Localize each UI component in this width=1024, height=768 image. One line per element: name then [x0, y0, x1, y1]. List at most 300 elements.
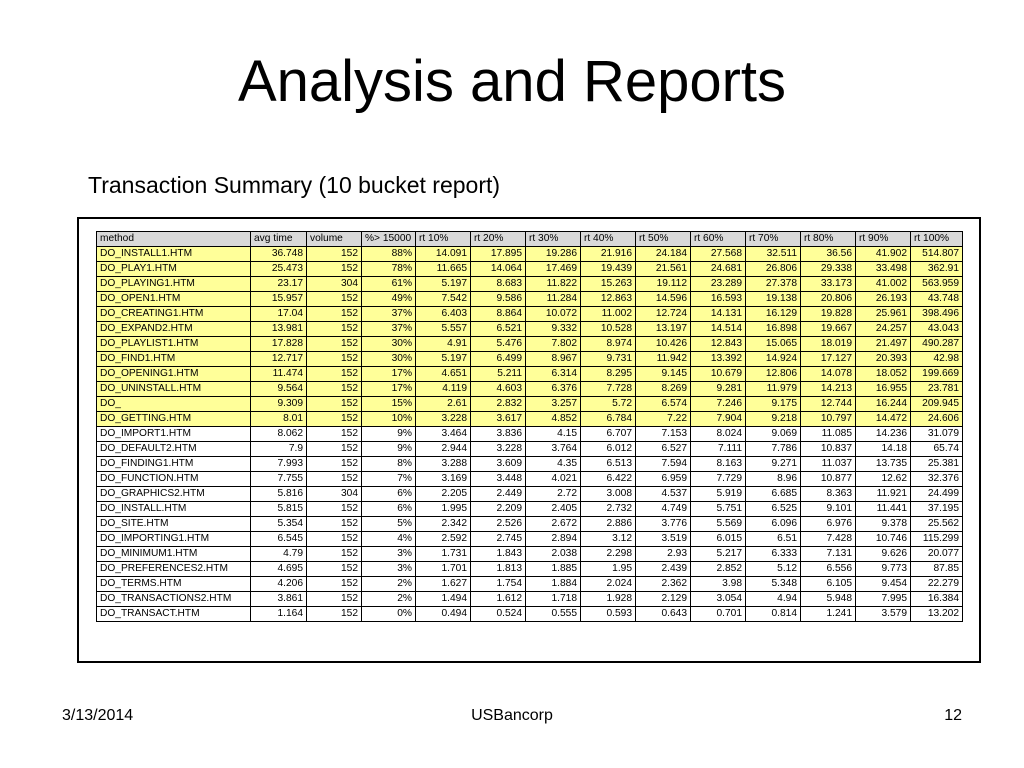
method-cell: DO_CREATING1.HTM [97, 307, 251, 322]
value-cell: 4.91 [416, 337, 471, 352]
method-cell: DO_PLAYING1.HTM [97, 277, 251, 292]
value-cell: 0.524 [471, 607, 526, 622]
value-cell: 16.384 [911, 592, 963, 607]
value-cell: 0.555 [526, 607, 581, 622]
column-header: %> 15000 [362, 232, 416, 247]
value-cell: 152 [307, 397, 362, 412]
method-cell: DO_OPEN1.HTM [97, 292, 251, 307]
value-cell: 32.376 [911, 472, 963, 487]
value-cell: 10.837 [801, 442, 856, 457]
table-row [97, 502, 963, 517]
value-cell: 36.748 [251, 247, 307, 262]
value-cell: 9.069 [746, 427, 801, 442]
column-header: rt 20% [471, 232, 526, 247]
method-cell: DO_PREFERENCES2.HTM [97, 562, 251, 577]
value-cell: 17.828 [251, 337, 307, 352]
value-cell: 3.836 [471, 427, 526, 442]
value-cell: 4.35 [526, 457, 581, 472]
value-cell: 9.309 [251, 397, 307, 412]
value-cell: 2.038 [526, 547, 581, 562]
method-cell: DO_PLAY1.HTM [97, 262, 251, 277]
value-cell: 0.643 [636, 607, 691, 622]
value-cell: 152 [307, 502, 362, 517]
value-cell: 6.685 [746, 487, 801, 502]
value-cell: 3.98 [691, 577, 746, 592]
value-cell: 6.574 [636, 397, 691, 412]
value-cell: 7.802 [526, 337, 581, 352]
value-cell: 14.472 [856, 412, 911, 427]
value-cell: 4% [362, 532, 416, 547]
value-cell: 7.22 [636, 412, 691, 427]
value-cell: 4.695 [251, 562, 307, 577]
transaction-summary-table [96, 231, 963, 622]
value-cell: 8.683 [471, 277, 526, 292]
value-cell: 15% [362, 397, 416, 412]
value-cell: 16.898 [746, 322, 801, 337]
value-cell: 25.381 [911, 457, 963, 472]
value-cell: 8.974 [581, 337, 636, 352]
value-cell: 4.79 [251, 547, 307, 562]
value-cell: 24.499 [911, 487, 963, 502]
method-cell: DO_FINDING1.HTM [97, 457, 251, 472]
value-cell: 27.568 [691, 247, 746, 262]
value-cell: 152 [307, 292, 362, 307]
value-cell: 65.74 [911, 442, 963, 457]
value-cell: 4.537 [636, 487, 691, 502]
value-cell: 3.579 [856, 607, 911, 622]
table-caption: Transaction Summary (10 bucket report) [88, 172, 501, 198]
table-header-row [97, 232, 963, 247]
value-cell: 13.981 [251, 322, 307, 337]
value-cell: 8.024 [691, 427, 746, 442]
value-cell: 8.967 [526, 352, 581, 367]
method-cell: DO_FUNCTION.HTM [97, 472, 251, 487]
value-cell: 11.979 [746, 382, 801, 397]
value-cell: 152 [307, 592, 362, 607]
value-cell: 0% [362, 607, 416, 622]
value-cell: 5.569 [691, 517, 746, 532]
value-cell: 152 [307, 457, 362, 472]
table-row [97, 427, 963, 442]
table-row [97, 337, 963, 352]
value-cell: 7.728 [581, 382, 636, 397]
value-cell: 9.175 [746, 397, 801, 412]
value-cell: 5.12 [746, 562, 801, 577]
table-row [97, 247, 963, 262]
value-cell: 0.701 [691, 607, 746, 622]
value-cell: 3.12 [581, 532, 636, 547]
value-cell: 304 [307, 277, 362, 292]
report-table-frame [77, 217, 981, 663]
slide-number: 12 [944, 707, 962, 724]
value-cell: 37.195 [911, 502, 963, 517]
value-cell: 9% [362, 427, 416, 442]
table-row [97, 442, 963, 457]
value-cell: 5.197 [416, 352, 471, 367]
value-cell: 30% [362, 352, 416, 367]
method-cell: DO_SITE.HTM [97, 517, 251, 532]
table-row [97, 367, 963, 382]
value-cell: 17% [362, 367, 416, 382]
value-cell: 2.894 [526, 532, 581, 547]
value-cell: 5% [362, 517, 416, 532]
value-cell: 11.921 [856, 487, 911, 502]
value-cell: 49% [362, 292, 416, 307]
value-cell: 3.609 [471, 457, 526, 472]
value-cell: 152 [307, 352, 362, 367]
value-cell: 0.494 [416, 607, 471, 622]
value-cell: 9% [362, 442, 416, 457]
value-cell: 1.885 [526, 562, 581, 577]
value-cell: 14.213 [801, 382, 856, 397]
table-row [97, 277, 963, 292]
value-cell: 6.015 [691, 532, 746, 547]
table-row [97, 262, 963, 277]
value-cell: 24.681 [691, 262, 746, 277]
value-cell: 5.948 [801, 592, 856, 607]
value-cell: 152 [307, 367, 362, 382]
value-cell: 11.037 [801, 457, 856, 472]
value-cell: 398.496 [911, 307, 963, 322]
value-cell: 2.405 [526, 502, 581, 517]
method-cell: DO_TERMS.HTM [97, 577, 251, 592]
value-cell: 18.019 [801, 337, 856, 352]
value-cell: 5.919 [691, 487, 746, 502]
value-cell: 3.776 [636, 517, 691, 532]
value-cell: 152 [307, 247, 362, 262]
value-cell: 6.976 [801, 517, 856, 532]
column-header: rt 60% [691, 232, 746, 247]
value-cell: 12.863 [581, 292, 636, 307]
value-cell: 2.944 [416, 442, 471, 457]
value-cell: 6.422 [581, 472, 636, 487]
value-cell: 19.112 [636, 277, 691, 292]
table-row [97, 472, 963, 487]
table-row [97, 322, 963, 337]
column-header: method [97, 232, 251, 247]
value-cell: 9.145 [636, 367, 691, 382]
footer-organization: USBancorp [471, 707, 553, 724]
value-cell: 3.288 [416, 457, 471, 472]
method-cell: DO_FIND1.HTM [97, 352, 251, 367]
table-row [97, 532, 963, 547]
value-cell: 2.362 [636, 577, 691, 592]
value-cell: 20.393 [856, 352, 911, 367]
value-cell: 7.995 [856, 592, 911, 607]
value-cell: 25.473 [251, 262, 307, 277]
value-cell: 22.279 [911, 577, 963, 592]
value-cell: 14.078 [801, 367, 856, 382]
value-cell: 5.476 [471, 337, 526, 352]
value-cell: 41.902 [856, 247, 911, 262]
value-cell: 152 [307, 532, 362, 547]
value-cell: 8.062 [251, 427, 307, 442]
table-row [97, 487, 963, 502]
value-cell: 1.612 [471, 592, 526, 607]
value-cell: 5.751 [691, 502, 746, 517]
value-cell: 152 [307, 307, 362, 322]
table-row [97, 382, 963, 397]
value-cell: 12.744 [801, 397, 856, 412]
value-cell: 9.731 [581, 352, 636, 367]
value-cell: 3.764 [526, 442, 581, 457]
value-cell: 21.916 [581, 247, 636, 262]
column-header: rt 30% [526, 232, 581, 247]
value-cell: 152 [307, 562, 362, 577]
value-cell: 6.525 [746, 502, 801, 517]
value-cell: 21.561 [636, 262, 691, 277]
value-cell: 4.94 [746, 592, 801, 607]
method-cell: DO_GRAPHICS2.HTM [97, 487, 251, 502]
value-cell: 2.449 [471, 487, 526, 502]
value-cell: 10.679 [691, 367, 746, 382]
column-header: volume [307, 232, 362, 247]
value-cell: 12.717 [251, 352, 307, 367]
table-row [97, 292, 963, 307]
value-cell: 9.626 [856, 547, 911, 562]
value-cell: 20.806 [801, 292, 856, 307]
value-cell: 3.257 [526, 397, 581, 412]
value-cell: 19.828 [801, 307, 856, 322]
value-cell: 10.072 [526, 307, 581, 322]
value-cell: 17.895 [471, 247, 526, 262]
table-row [97, 352, 963, 367]
value-cell: 6.012 [581, 442, 636, 457]
method-cell: DO_GETTING.HTM [97, 412, 251, 427]
value-cell: 7.729 [691, 472, 746, 487]
value-cell: 8.163 [691, 457, 746, 472]
value-cell: 2% [362, 577, 416, 592]
value-cell: 6.707 [581, 427, 636, 442]
value-cell: 2.298 [581, 547, 636, 562]
value-cell: 61% [362, 277, 416, 292]
value-cell: 11.441 [856, 502, 911, 517]
value-cell: 32.511 [746, 247, 801, 262]
value-cell: 21.497 [856, 337, 911, 352]
value-cell: 7.131 [801, 547, 856, 562]
value-cell: 152 [307, 427, 362, 442]
value-cell: 7.246 [691, 397, 746, 412]
value-cell: 30% [362, 337, 416, 352]
value-cell: 43.043 [911, 322, 963, 337]
value-cell: 14.514 [691, 322, 746, 337]
value-cell: 5.354 [251, 517, 307, 532]
value-cell: 8.269 [636, 382, 691, 397]
table-row [97, 457, 963, 472]
value-cell: 16.129 [746, 307, 801, 322]
value-cell: 7% [362, 472, 416, 487]
value-cell: 26.806 [746, 262, 801, 277]
value-cell: 152 [307, 337, 362, 352]
value-cell: 9.564 [251, 382, 307, 397]
value-cell: 19.439 [581, 262, 636, 277]
value-cell: 37% [362, 307, 416, 322]
value-cell: 1.754 [471, 577, 526, 592]
value-cell: 6.376 [526, 382, 581, 397]
value-cell: 7.9 [251, 442, 307, 457]
value-cell: 563.959 [911, 277, 963, 292]
value-cell: 2.129 [636, 592, 691, 607]
value-cell: 1.95 [581, 562, 636, 577]
column-header: rt 80% [801, 232, 856, 247]
value-cell: 14.064 [471, 262, 526, 277]
value-cell: 7.542 [416, 292, 471, 307]
value-cell: 24.606 [911, 412, 963, 427]
value-cell: 11.665 [416, 262, 471, 277]
value-cell: 8.96 [746, 472, 801, 487]
value-cell: 152 [307, 322, 362, 337]
value-cell: 8.864 [471, 307, 526, 322]
value-cell: 1.843 [471, 547, 526, 562]
value-cell: 43.748 [911, 292, 963, 307]
value-cell: 8.295 [581, 367, 636, 382]
value-cell: 2.024 [581, 577, 636, 592]
value-cell: 2.832 [471, 397, 526, 412]
method-cell: DO_DEFAULT2.HTM [97, 442, 251, 457]
value-cell: 7.904 [691, 412, 746, 427]
value-cell: 41.002 [856, 277, 911, 292]
value-cell: 24.257 [856, 322, 911, 337]
value-cell: 19.667 [801, 322, 856, 337]
table-body [97, 247, 963, 622]
value-cell: 12.806 [746, 367, 801, 382]
value-cell: 1.701 [416, 562, 471, 577]
column-header: rt 40% [581, 232, 636, 247]
value-cell: 18.052 [856, 367, 911, 382]
value-cell: 9.271 [746, 457, 801, 472]
value-cell: 23.17 [251, 277, 307, 292]
method-cell: DO_ [97, 397, 251, 412]
value-cell: 3.617 [471, 412, 526, 427]
value-cell: 87.85 [911, 562, 963, 577]
value-cell: 5.557 [416, 322, 471, 337]
value-cell: 514.807 [911, 247, 963, 262]
value-cell: 6.527 [636, 442, 691, 457]
value-cell: 2% [362, 592, 416, 607]
value-cell: 6.403 [416, 307, 471, 322]
value-cell: 209.945 [911, 397, 963, 412]
value-cell: 17% [362, 382, 416, 397]
value-cell: 6.521 [471, 322, 526, 337]
value-cell: 9.101 [801, 502, 856, 517]
value-cell: 6.105 [801, 577, 856, 592]
value-cell: 14.924 [746, 352, 801, 367]
value-cell: 14.18 [856, 442, 911, 457]
footer-date: 3/13/2014 [62, 707, 134, 724]
value-cell: 33.498 [856, 262, 911, 277]
value-cell: 3.464 [416, 427, 471, 442]
value-cell: 3.169 [416, 472, 471, 487]
value-cell: 16.244 [856, 397, 911, 412]
value-cell: 0.814 [746, 607, 801, 622]
value-cell: 1.164 [251, 607, 307, 622]
method-cell: DO_TRANSACT.HTM [97, 607, 251, 622]
column-header: rt 50% [636, 232, 691, 247]
value-cell: 19.286 [526, 247, 581, 262]
value-cell: 3% [362, 562, 416, 577]
table-row [97, 517, 963, 532]
value-cell: 11.822 [526, 277, 581, 292]
table-row [97, 592, 963, 607]
value-cell: 7.111 [691, 442, 746, 457]
value-cell: 1.494 [416, 592, 471, 607]
value-cell: 15.957 [251, 292, 307, 307]
value-cell: 6.556 [801, 562, 856, 577]
method-cell: DO_IMPORTING1.HTM [97, 532, 251, 547]
value-cell: 11.942 [636, 352, 691, 367]
value-cell: 10.746 [856, 532, 911, 547]
value-cell: 10.528 [581, 322, 636, 337]
value-cell: 4.603 [471, 382, 526, 397]
value-cell: 6.545 [251, 532, 307, 547]
method-cell: DO_IMPORT1.HTM [97, 427, 251, 442]
value-cell: 2.526 [471, 517, 526, 532]
value-cell: 6.51 [746, 532, 801, 547]
value-cell: 10% [362, 412, 416, 427]
value-cell: 6.784 [581, 412, 636, 427]
method-cell: DO_TRANSACTIONS2.HTM [97, 592, 251, 607]
value-cell: 27.378 [746, 277, 801, 292]
value-cell: 12.843 [691, 337, 746, 352]
method-cell: DO_OPENING1.HTM [97, 367, 251, 382]
value-cell: 5.815 [251, 502, 307, 517]
value-cell: 1.627 [416, 577, 471, 592]
column-header: rt 70% [746, 232, 801, 247]
method-cell: DO_UNINSTALL.HTM [97, 382, 251, 397]
value-cell: 42.98 [911, 352, 963, 367]
value-cell: 115.299 [911, 532, 963, 547]
value-cell: 25.961 [856, 307, 911, 322]
value-cell: 5.72 [581, 397, 636, 412]
value-cell: 19.138 [746, 292, 801, 307]
value-cell: 8.363 [801, 487, 856, 502]
value-cell: 23.781 [911, 382, 963, 397]
value-cell: 1.718 [526, 592, 581, 607]
value-cell: 3.861 [251, 592, 307, 607]
value-cell: 8% [362, 457, 416, 472]
value-cell: 14.596 [636, 292, 691, 307]
value-cell: 152 [307, 607, 362, 622]
value-cell: 14.131 [691, 307, 746, 322]
value-cell: 14.236 [856, 427, 911, 442]
value-cell: 2.672 [526, 517, 581, 532]
slide-title: Analysis and Reports [237, 49, 787, 114]
value-cell: 37% [362, 322, 416, 337]
value-cell: 152 [307, 547, 362, 562]
value-cell: 12.62 [856, 472, 911, 487]
value-cell: 12.724 [636, 307, 691, 322]
table-row [97, 547, 963, 562]
value-cell: 6% [362, 502, 416, 517]
column-header: rt 90% [856, 232, 911, 247]
value-cell: 1.995 [416, 502, 471, 517]
value-cell: 9.773 [856, 562, 911, 577]
value-cell: 3% [362, 547, 416, 562]
value-cell: 9.454 [856, 577, 911, 592]
value-cell: 4.651 [416, 367, 471, 382]
value-cell: 20.077 [911, 547, 963, 562]
value-cell: 17.469 [526, 262, 581, 277]
value-cell: 5.211 [471, 367, 526, 382]
value-cell: 10.426 [636, 337, 691, 352]
value-cell: 25.562 [911, 517, 963, 532]
value-cell: 11.085 [801, 427, 856, 442]
value-cell: 4.021 [526, 472, 581, 487]
value-cell: 10.797 [801, 412, 856, 427]
value-cell: 7.786 [746, 442, 801, 457]
value-cell: 152 [307, 382, 362, 397]
method-cell: DO_INSTALL.HTM [97, 502, 251, 517]
